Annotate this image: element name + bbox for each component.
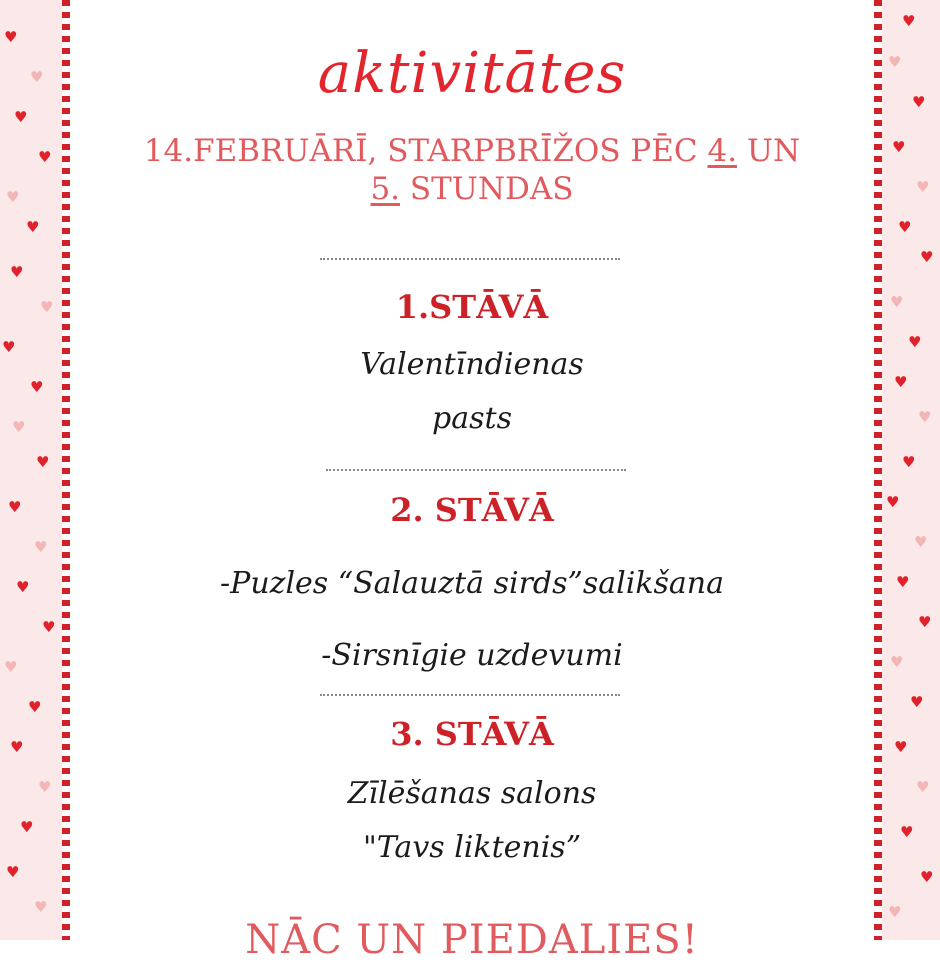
poster-title: aktivitātes — [317, 41, 627, 106]
heart-icon: ♥ — [898, 218, 912, 236]
date-number: 5. — [370, 171, 401, 207]
heart-icon: ♥ — [916, 178, 930, 196]
date-number: 4. — [707, 133, 738, 169]
left-heart-border — [0, 0, 62, 940]
date-text: 14.FEBRUĀRĪ, STARPBRĪŽOS PĒC — [143, 133, 708, 169]
heart-icon: ♥ — [888, 903, 902, 921]
call-to-action: NĀC UN PIEDALIES! — [245, 917, 699, 963]
heart-icon: ♥ — [16, 578, 30, 596]
heart-icon: ♥ — [890, 293, 904, 311]
heart-icon: ♥ — [26, 218, 40, 236]
heart-icon: ♥ — [4, 28, 18, 46]
heart-icon: ♥ — [902, 12, 916, 30]
heart-icon: ♥ — [918, 613, 932, 631]
heart-icon: ♥ — [40, 298, 54, 316]
heart-icon: ♥ — [892, 138, 906, 156]
right-heart-border — [882, 0, 940, 940]
heart-icon: ♥ — [38, 778, 52, 796]
heart-icon: ♥ — [916, 778, 930, 796]
heart-icon: ♥ — [912, 93, 926, 111]
heart-icon: ♥ — [902, 453, 916, 471]
heart-icon: ♥ — [30, 378, 44, 396]
heart-icon: ♥ — [914, 533, 928, 551]
heart-icon: ♥ — [918, 408, 932, 426]
heart-icon: ♥ — [8, 498, 22, 516]
floor-1-label: 1.STĀVĀ — [395, 288, 549, 326]
heart-icon: ♥ — [34, 538, 48, 556]
floor-2-label: 2. STĀVĀ — [390, 491, 554, 529]
date-info — [110, 132, 834, 208]
heart-icon: ♥ — [36, 453, 50, 471]
heart-icon: ♥ — [30, 68, 44, 86]
heart-icon: ♥ — [10, 263, 24, 281]
heart-icon: ♥ — [908, 333, 922, 351]
poster-panel — [70, 0, 874, 963]
heart-icon: ♥ — [10, 738, 24, 756]
heart-icon: ♥ — [920, 868, 934, 886]
floor-2-item: -Sirsnīgie uzdevumi — [321, 638, 623, 673]
dotted-separator — [320, 694, 620, 696]
heart-icon: ♥ — [38, 148, 52, 166]
heart-icon: ♥ — [42, 618, 56, 636]
heart-icon: ♥ — [6, 188, 20, 206]
heart-icon: ♥ — [890, 653, 904, 671]
heart-icon: ♥ — [910, 693, 924, 711]
title-top-partial — [70, 0, 874, 12]
heart-icon: ♥ — [12, 418, 26, 436]
heart-icon: ♥ — [896, 573, 910, 591]
left-dashed-edge — [62, 0, 70, 940]
heart-icon: ♥ — [14, 108, 28, 126]
dotted-separator — [320, 258, 620, 260]
heart-icon: ♥ — [2, 338, 16, 356]
floor-1-item: Valentīndienas — [360, 347, 584, 382]
heart-icon: ♥ — [900, 823, 914, 841]
heart-icon: ♥ — [6, 863, 20, 881]
date-text: STUNDAS — [400, 171, 574, 207]
heart-icon: ♥ — [20, 818, 34, 836]
heart-icon: ♥ — [28, 698, 42, 716]
floor-3-label: 3. STĀVĀ — [390, 715, 554, 753]
heart-icon: ♥ — [34, 898, 48, 916]
dotted-separator — [326, 469, 626, 471]
heart-icon: ♥ — [888, 53, 902, 71]
right-dashed-edge — [874, 0, 882, 940]
date-text: UN — [737, 133, 801, 169]
floor-3-item: "Tavs liktenis” — [362, 830, 582, 865]
floor-3-item: Zīlēšanas salons — [347, 776, 597, 811]
heart-icon: ♥ — [920, 248, 934, 266]
heart-icon: ♥ — [4, 658, 18, 676]
floor-1-item: pasts — [432, 401, 512, 436]
heart-icon: ♥ — [886, 493, 900, 511]
heart-icon: ♥ — [894, 373, 908, 391]
heart-icon: ♥ — [894, 738, 908, 756]
floor-2-item: -Puzles “Salauztā sirds”salikšana — [220, 566, 724, 601]
